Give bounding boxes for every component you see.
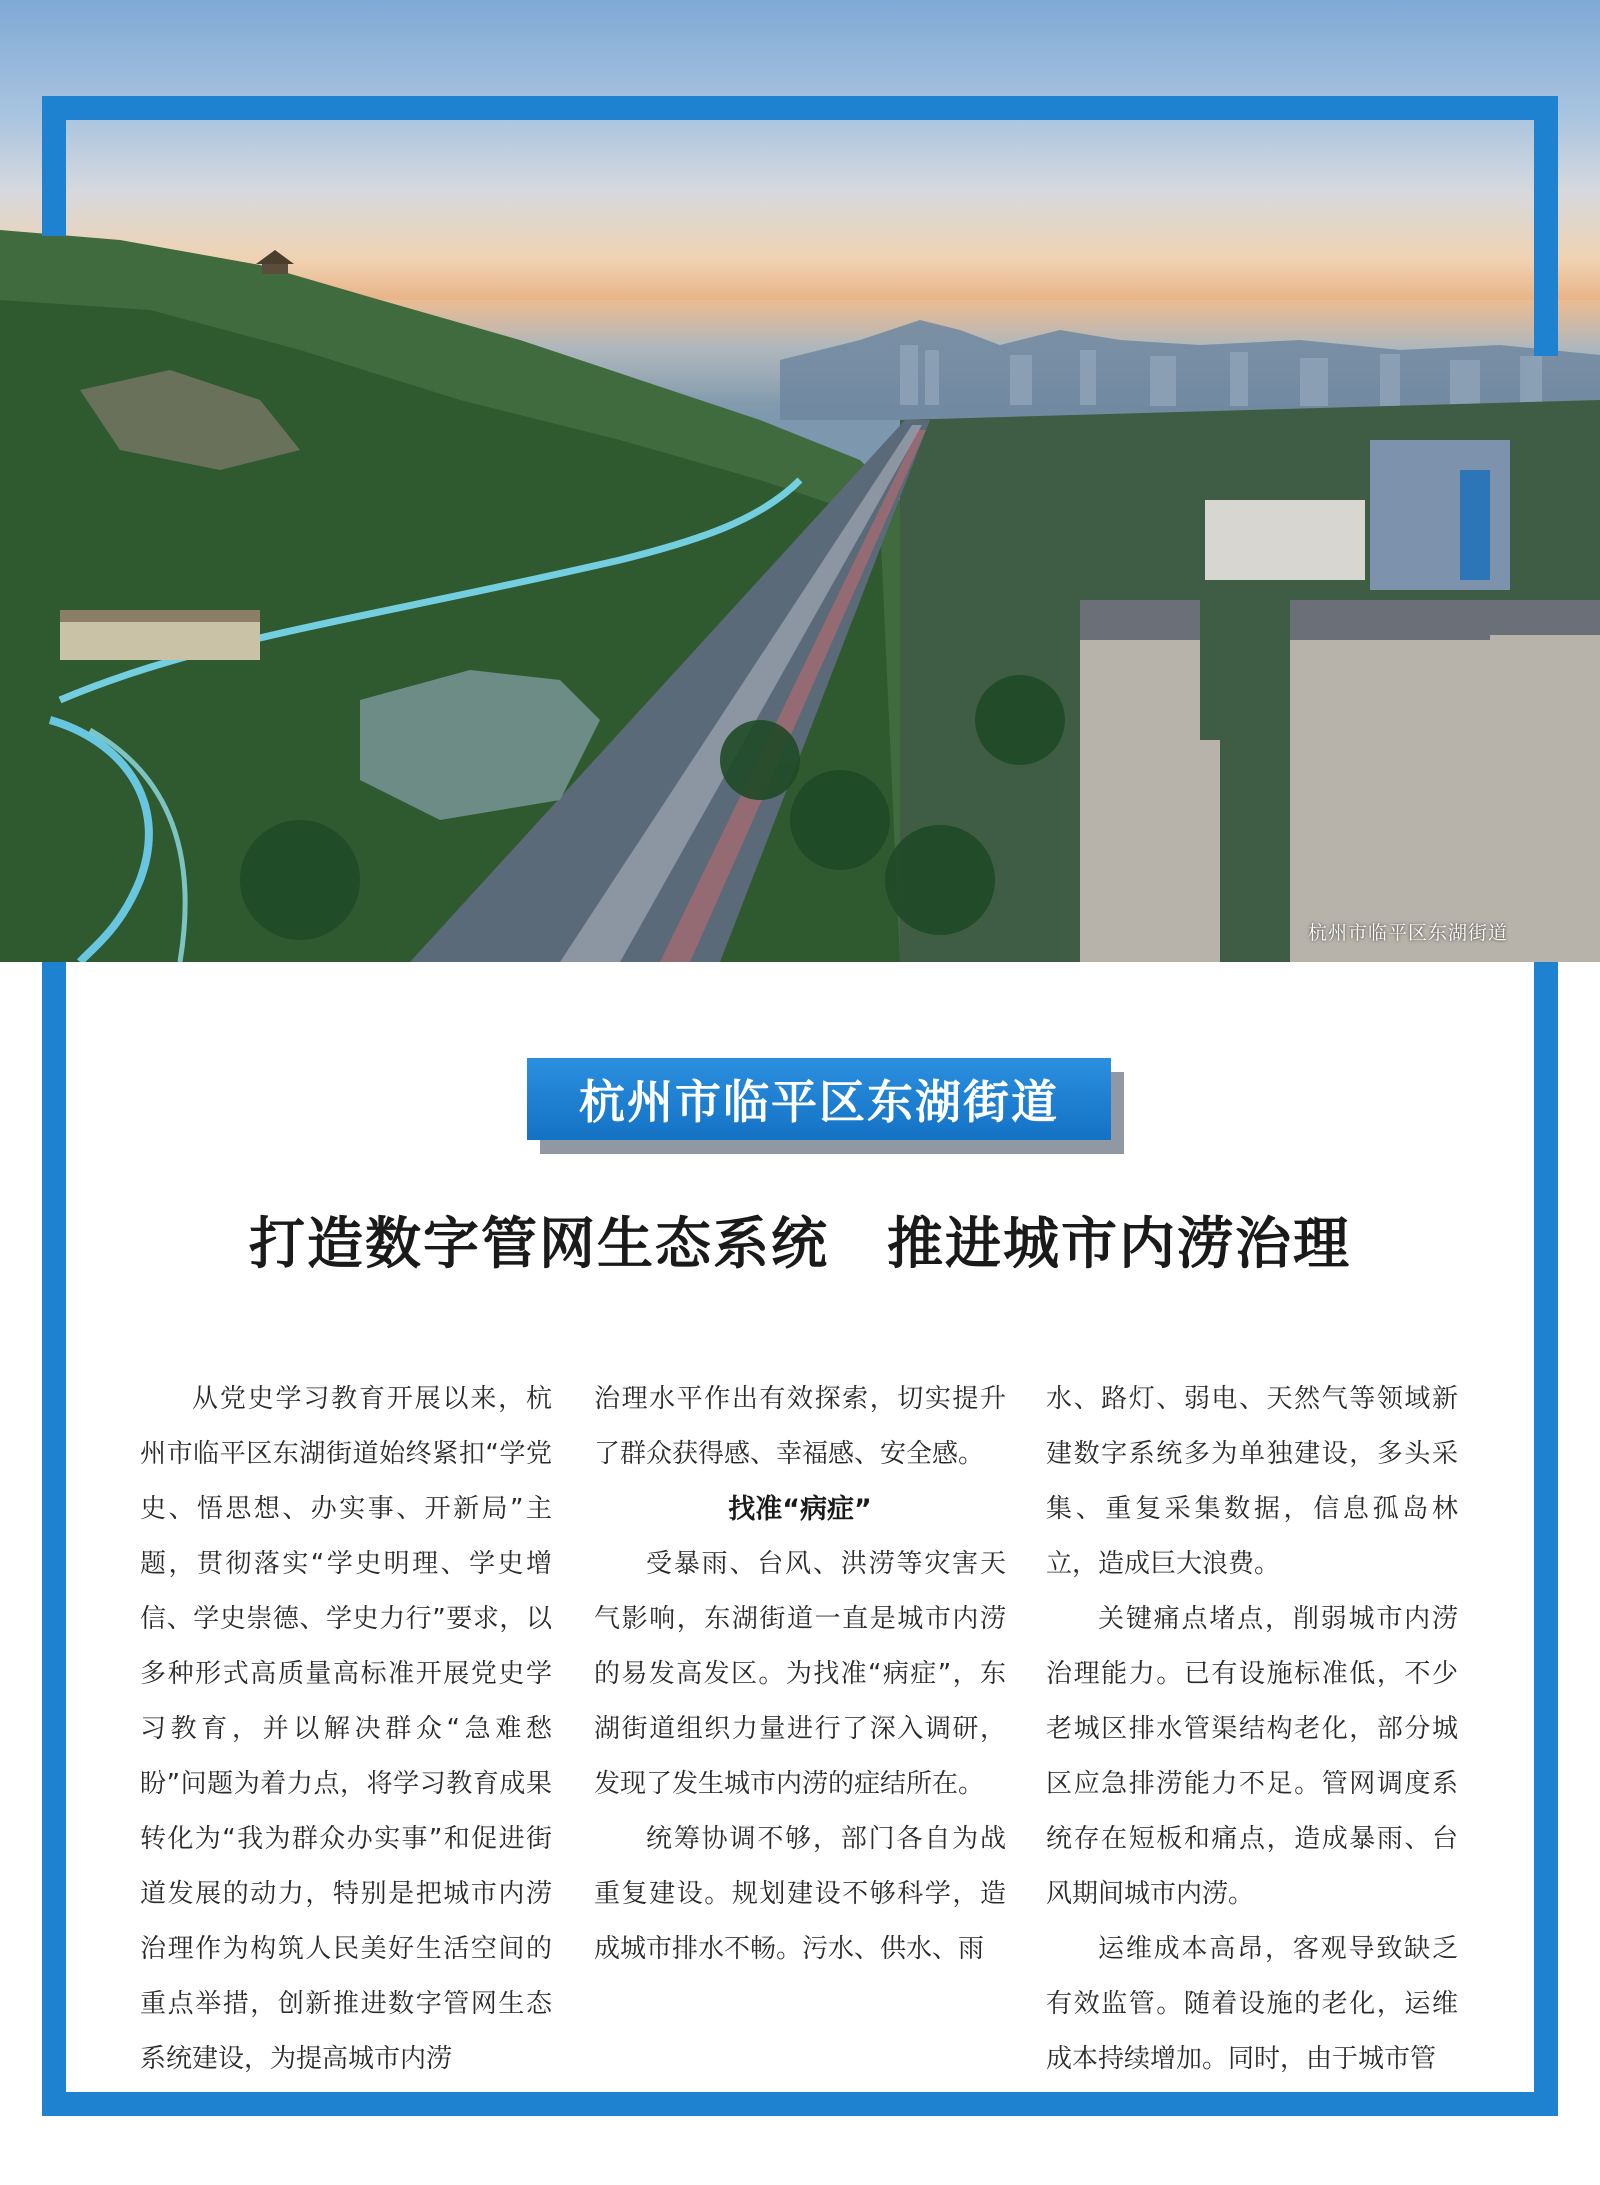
text-column-2 xyxy=(594,1372,1006,1977)
frame-right-top-border xyxy=(1534,96,1558,356)
frame-left-border xyxy=(42,962,66,2116)
paragraph: 受暴雨、台风、洪涝等灾害天气影响，东湖街道一直是城市内涝的易发高发区。为找准“病症”，东湖街道组织力量进行了深入调研，发现了发生城市内涝的症结所在。 xyxy=(594,1549,1006,1799)
frame-left-top-border xyxy=(42,96,66,236)
frame-right-border xyxy=(1534,962,1558,2116)
frame-bottom-border xyxy=(42,2092,1558,2116)
paragraph: 水、路灯、弱电、天然气等领域新建数字系统多为单独建设，多头采集、重复采集数据，信息孤岛林立，造成巨大浪费。 xyxy=(1046,1384,1458,1579)
paragraph: 从党史学习教育开展以来，杭州市临平区东湖街道始终紧扣“学党史、悟思想、办实事、开新局”主题，贯彻落实“学史明理、学史增信、学史崇德、学史力行”要求，以多种形式高质量高标准开展党史学习教育，并以解决群众“急难愁盼”问题为着力点，将学习教育成果转化为“我为群众办实事”和促进街道发展的动力，特别是把城市内涝治理作为构筑人民美好生活空间的重点举措，创新推进数字管网生态系统建设，为提高城市内涝 xyxy=(140,1384,552,2074)
frame-top-border xyxy=(42,96,1558,120)
text-column-1 xyxy=(140,1372,552,2087)
article-headline: 打造数字管网生态系统 推进城市内涝治理 xyxy=(249,1211,1351,1277)
hero-photo xyxy=(0,0,1600,962)
paragraph: 运维成本高昂，客观导致缺乏有效监管。随着设施的老化，运维成本持续增加。同时，由于城市管 xyxy=(1046,1934,1458,2074)
city-scene-illustration xyxy=(0,0,1600,962)
location-banner: 杭州市临平区东湖街道 xyxy=(527,1058,1111,1140)
text-column-3 xyxy=(1046,1372,1458,2087)
paragraph: 统筹协调不够，部门各自为战重复建设。规划建设不够科学，造成城市排水不畅。污水、供水、雨 xyxy=(594,1824,1006,1964)
paragraph: 关键痛点堵点，削弱城市内涝治理能力。已有设施标准低，不少老城区排水管渠结构老化，部分城区应急排涝能力不足。管网调度系统存在短板和痛点，造成暴雨、台风期间城市内涝。 xyxy=(1046,1604,1458,1909)
photo-caption: 杭州市临平区东湖街道 xyxy=(1307,922,1508,944)
paragraph: 治理水平作出有效探索，切实提升了群众获得感、幸福感、安全感。 xyxy=(594,1384,1006,1469)
section-subheading: 找准“病症” xyxy=(728,1494,872,1525)
